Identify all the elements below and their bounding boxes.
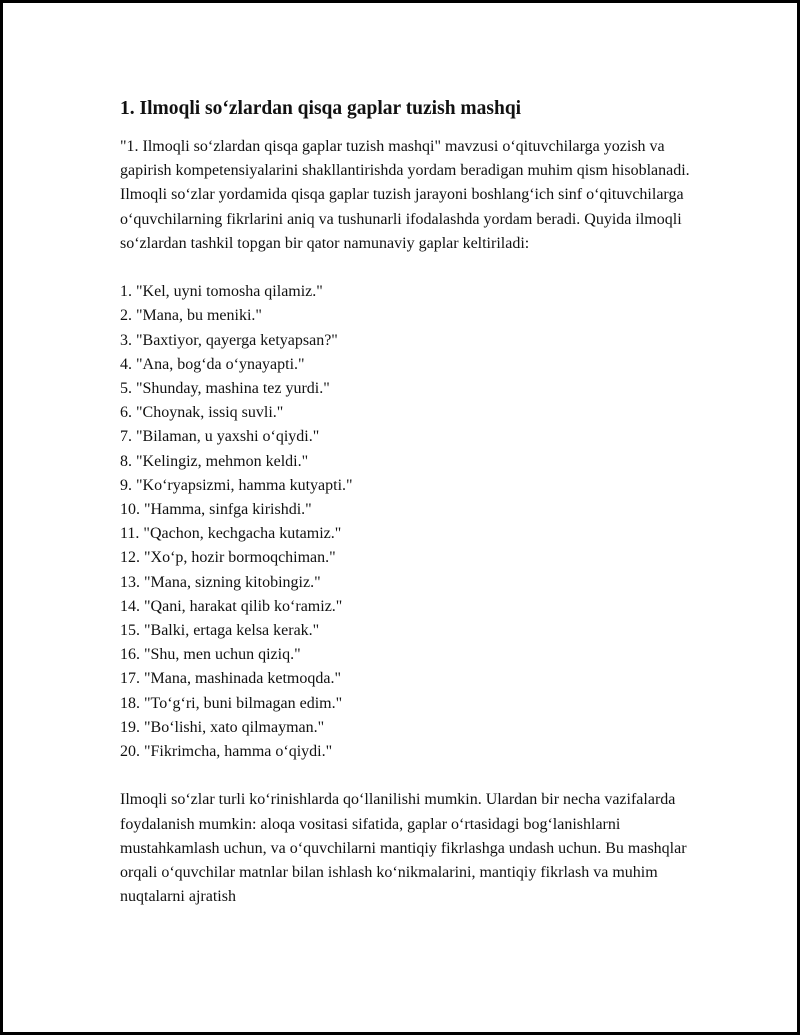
example-sentence-item: 10. "Hamma, sinfga kirishdi." <box>120 501 312 519</box>
example-sentence-list <box>120 280 690 764</box>
intro-paragraph: "1. Ilmoqli so‘zlardan qisqa gaplar tuzish mashqi" mavzusi o‘qituvchilarga yozish va gapirish kompetensiyalarini shakllantirishda yordam beradigan muhim qism hisoblanadi. Ilmoqli so‘zlar yordamida qisqa gaplar tuzish jarayoni boshlang‘ich sinf o‘qituvchilarga o‘quvchilarning fikrlarini aniq va tushunarli ifodalashda yordam beradi. Quyida ilmoqli so‘zlardan tashkil topgan bir qator namunaviy gaplar keltiriladi: <box>120 138 690 252</box>
section-title: 1. Ilmoqli so‘zlardan qisqa gaplar tuzish mashqi <box>120 98 522 119</box>
example-sentence-item: 18. "To‘g‘ri, buni bilmagan edim." <box>120 694 343 712</box>
example-sentence-item: 5. "Shunday, mashina tez yurdi." <box>120 380 330 398</box>
document-body <box>120 96 690 909</box>
example-sentence-item: 8. "Kelingiz, mehmon keldi." <box>120 452 309 470</box>
example-sentence-item: 15. "Balki, ertaga kelsa kerak." <box>120 622 320 640</box>
example-sentence-item: 1. "Kel, uyni tomosha qilamiz." <box>120 283 323 301</box>
closing-paragraph: Ilmoqli so‘zlar turli ko‘rinishlarda qo‘llanilishi mumkin. Ulardan bir necha vazifalarda foydalanish mumkin: aloqa vositasi sifatida, gaplar o‘rtasidagi bog‘lanishlarni mustahkamlash uchun, va o‘quvchilarni mantiqiy fikrlashga undash uchun. Bu mashqlar orqali o‘quvchilar matnlar bilan ishlash ko‘nikmalarini, mantiqiy fikrlash va muhim nuqtalarni ajratish <box>120 791 687 906</box>
example-sentence-item: 19. "Bo‘lishi, xato qilmayman." <box>120 718 325 736</box>
example-sentence-item: 2. "Mana, bu meniki." <box>120 307 262 325</box>
example-sentence-item: 13. "Mana, sizning kitobingiz." <box>120 573 321 591</box>
example-sentence-item: 11. "Qachon, kechgacha kutamiz." <box>120 525 342 543</box>
example-sentence-item: 16. "Shu, men uchun qiziq." <box>120 646 301 664</box>
paragraph-spacer <box>120 256 690 280</box>
example-sentence-item: 3. "Baxtiyor, qayerga ketyapsan?" <box>120 331 338 349</box>
example-sentence-item: 9. "Ko‘ryapsizmi, hamma kutyapti." <box>120 476 353 494</box>
example-sentence-item: 12. "Xo‘p, hozir bormoqchiman." <box>120 549 336 567</box>
example-sentence-item: 4. "Ana, bog‘da o‘ynayapti." <box>120 355 305 373</box>
example-sentence-item: 20. "Fikrimcha, hamma o‘qiydi." <box>120 743 333 761</box>
example-sentence-item: 17. "Mana, mashinada ketmoqda." <box>120 670 342 688</box>
paragraph-spacer <box>120 764 690 788</box>
example-sentence-item: 7. "Bilaman, u yaxshi o‘qiydi." <box>120 428 320 446</box>
example-sentence-item: 6. "Choynak, issiq suvli." <box>120 404 284 422</box>
example-sentence-item: 14. "Qani, harakat qilib ko‘ramiz." <box>120 597 343 615</box>
